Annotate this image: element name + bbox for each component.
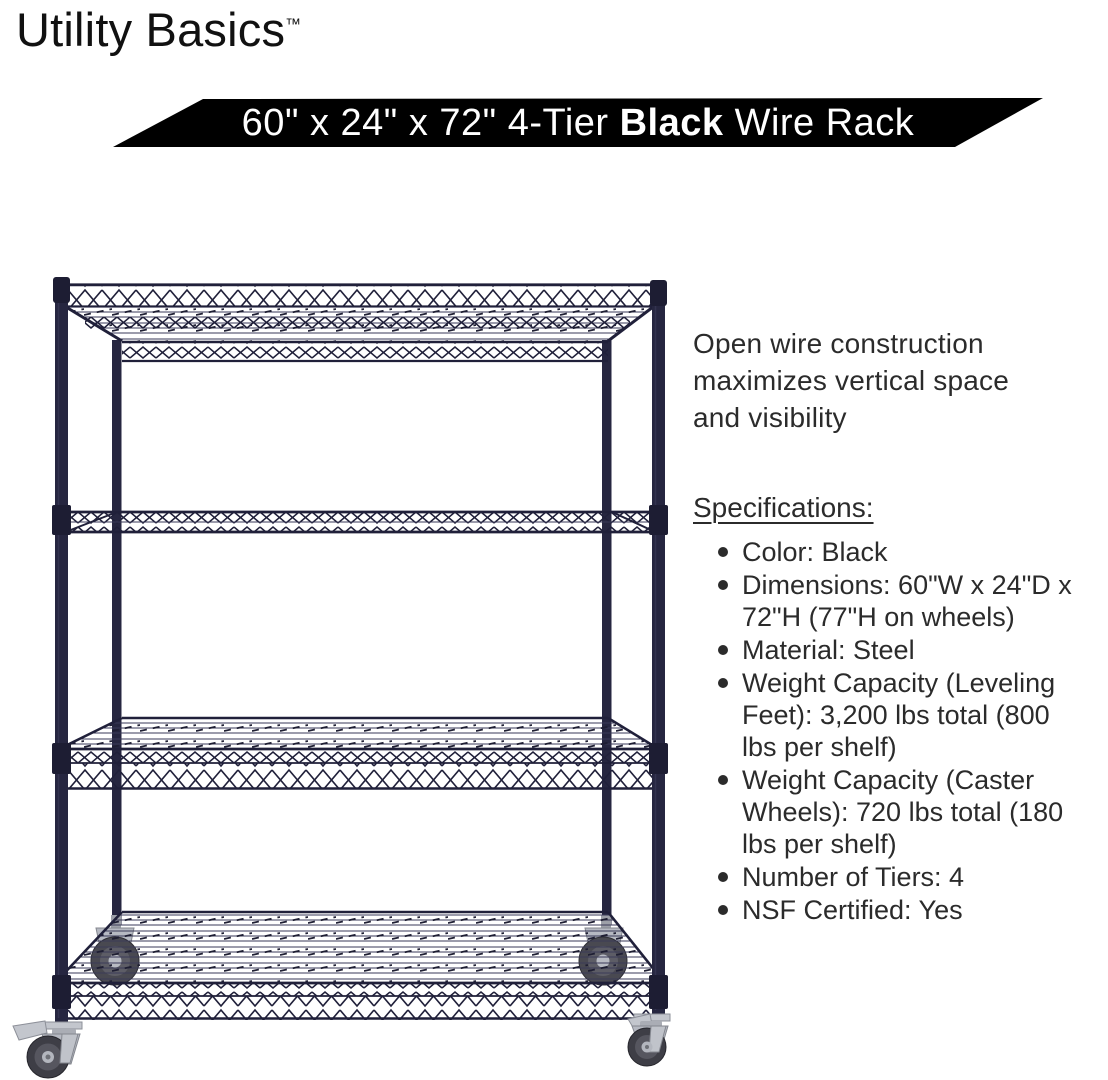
shelf-tier-2	[55, 511, 665, 533]
front-caster-right	[628, 1014, 670, 1066]
product-title-prefix: 60" x 24" x 72" 4-Tier	[241, 102, 620, 144]
spec-item-color: Color: Black	[693, 536, 1078, 568]
product-title-suffix: Wire Rack	[723, 102, 915, 144]
shelf-tier-4	[56, 912, 664, 1020]
rack-back-posts	[112, 340, 612, 925]
rack-front-post-right	[649, 280, 668, 1014]
spec-item-tiers: Number of Tiers: 4	[693, 861, 1078, 893]
specifications-heading: Specifications:	[693, 492, 874, 523]
spec-item-material: Material: Steel	[693, 634, 1078, 666]
feature-description: Open wire construction maximizes vertical space and visibility	[693, 328, 1009, 433]
brand-logo	[16, 2, 301, 57]
spec-item-nsf: NSF Certified: Yes	[693, 894, 1078, 926]
copy-column	[693, 325, 1083, 927]
trademark-symbol: ™	[285, 16, 302, 34]
product-photo	[0, 260, 700, 1080]
shelf-tier-3	[61, 718, 657, 789]
spec-item-weight-caster-wheels: Weight Capacity (Caster Wheels): 720 lbs total (180 lbs per shelf)	[693, 764, 1078, 860]
rack-front-post-left	[52, 277, 71, 1022]
spec-item-dimensions: Dimensions: 60"W x 24"D x 72"H (77"H on wheels)	[693, 569, 1078, 633]
spec-item-weight-leveling-feet: Weight Capacity (Leveling Feet): 3,200 lbs total (800 lbs per shelf)	[693, 667, 1078, 763]
title-banner	[0, 95, 1108, 152]
specifications-list	[693, 536, 1078, 926]
product-title	[113, 100, 1043, 146]
brand-name: Utility Basics	[16, 3, 286, 56]
product-title-highlight: Black	[619, 102, 724, 144]
front-caster-left	[13, 1021, 82, 1078]
shelf-tier-1	[66, 284, 653, 362]
